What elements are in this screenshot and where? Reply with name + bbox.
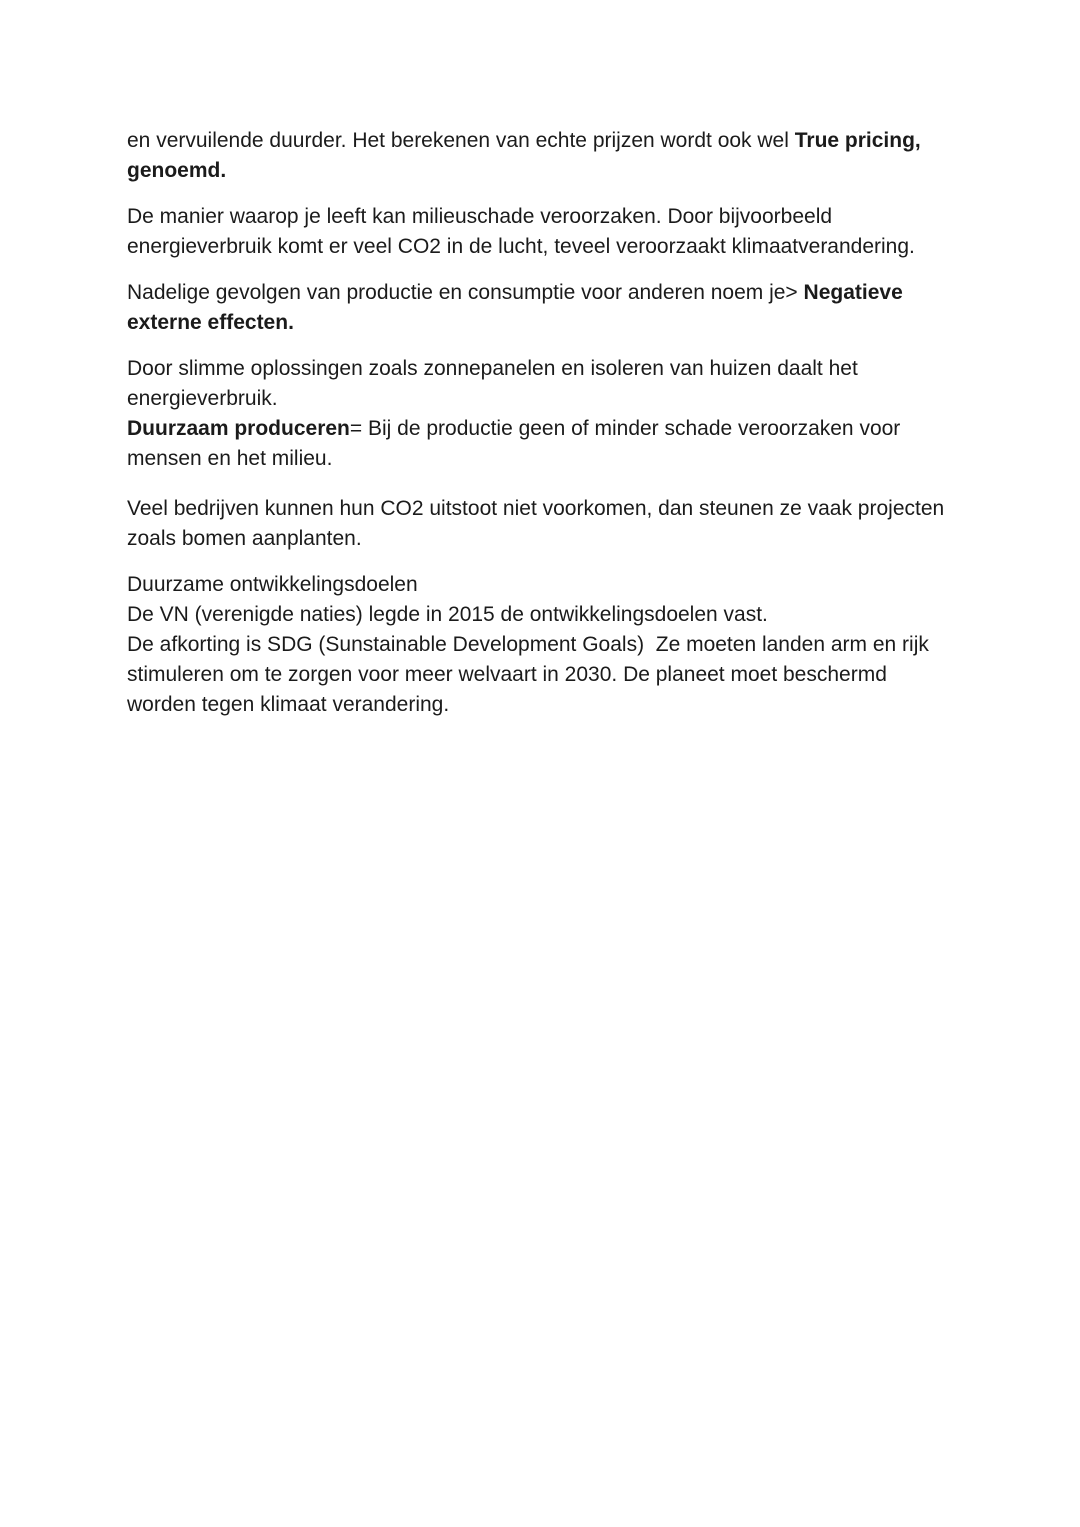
paragraph	[127, 354, 957, 474]
text-run: energieverbruik.	[127, 387, 278, 410]
paragraph	[127, 278, 957, 338]
text-run: energieverbruik komt er veel CO2 in de lucht, teveel veroorzaakt klimaatverandering.	[127, 235, 915, 258]
text-line	[127, 202, 957, 232]
text-run: De VN (verenigde naties) legde in 2015 de ontwikkelingsdoelen vast.	[127, 603, 768, 626]
text-line	[127, 232, 957, 262]
text-run: mensen en het milieu.	[127, 447, 333, 470]
text-run: Duurzaam produceren	[127, 417, 350, 440]
text-line	[127, 156, 957, 186]
paragraph	[127, 494, 957, 554]
document-content	[127, 126, 957, 736]
text-line	[127, 690, 957, 720]
text-run: Nadelige gevolgen van productie en consumptie voor anderen noem je>	[127, 281, 804, 304]
text-run: Veel bedrijven kunnen hun CO2 uitstoot niet voorkomen, dan steunen ze vaak projecten	[127, 497, 945, 520]
text-line	[127, 354, 957, 384]
text-line	[127, 524, 957, 554]
text-line	[127, 660, 957, 690]
text-run: = Bij de productie geen of minder schade veroorzaken voor	[349, 417, 901, 440]
text-run: Duurzame ontwikkelingsdoelen	[127, 573, 418, 596]
text-line	[127, 308, 957, 338]
text-run: De manier waarop je leeft kan milieuschade veroorzaken. Door bijvoorbeeld	[127, 205, 833, 228]
text-line	[127, 494, 957, 524]
paragraph	[127, 126, 957, 186]
text-line	[127, 384, 957, 414]
text-run: zoals bomen aanplanten.	[127, 527, 362, 550]
text-line	[127, 126, 957, 156]
text-line	[127, 600, 957, 630]
text-run: True pricing,	[794, 129, 921, 152]
text-run: genoemd.	[127, 159, 227, 182]
text-line	[127, 414, 957, 444]
text-run: externe effecten.	[127, 311, 294, 334]
text-line	[127, 570, 957, 600]
paragraph	[127, 570, 957, 720]
text-run: De afkorting is SDG (Sunstainable Development Goals) Ze moeten landen arm en rijk	[127, 633, 929, 656]
text-run: Door slimme oplossingen zoals zonnepanelen en isoleren van huizen daalt het	[127, 357, 858, 380]
text-run: stimuleren om te zorgen voor meer welvaart in 2030. De planeet moet beschermd	[127, 663, 887, 686]
text-line	[127, 630, 957, 660]
text-line	[127, 444, 957, 474]
text-run: Negatieve	[803, 281, 903, 304]
paragraph	[127, 202, 957, 262]
text-run: en vervuilende duurder. Het berekenen van echte prijzen wordt ook wel	[127, 129, 795, 152]
text-run: worden tegen klimaat verandering.	[127, 693, 450, 716]
text-line	[127, 278, 957, 308]
